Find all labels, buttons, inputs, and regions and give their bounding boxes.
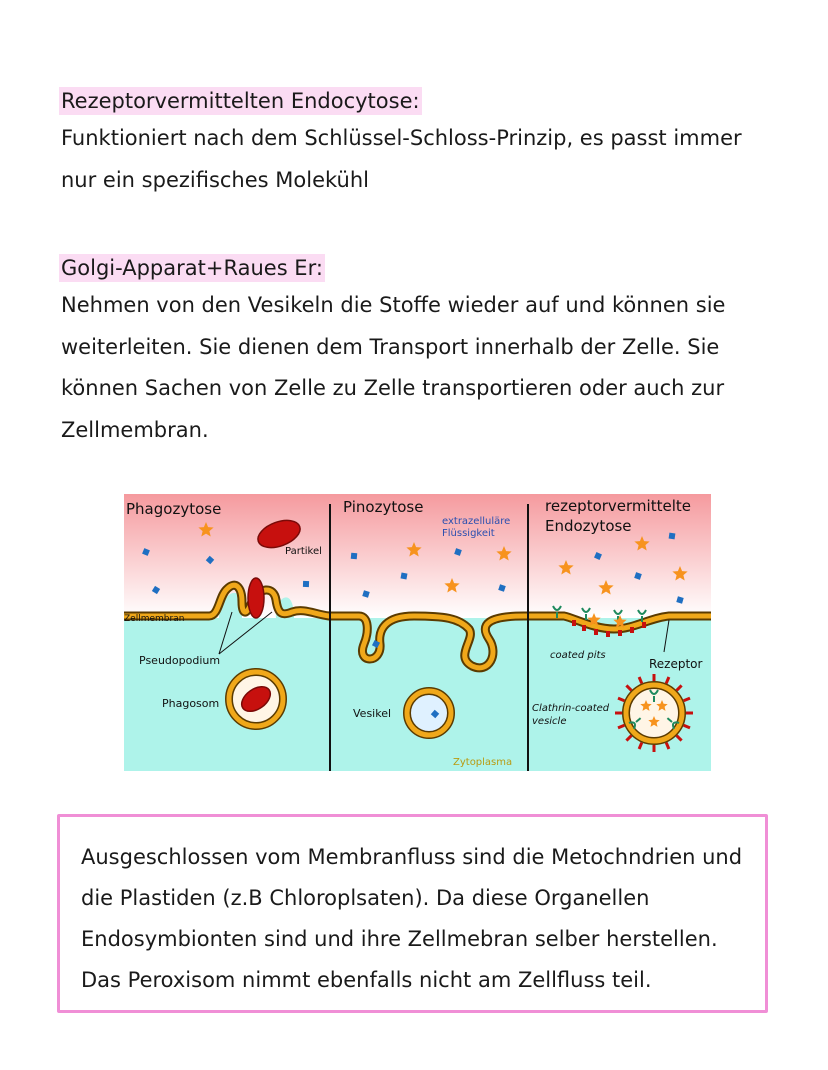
- label-partikel: Partikel: [285, 546, 322, 557]
- label-clathrin: Clathrin-coated: [532, 703, 610, 714]
- label-rezeptor: Rezeptor: [649, 657, 703, 671]
- section-heading: Rezeptorvermittelten Endocytose:: [61, 89, 420, 113]
- label-pseudopodium: Pseudopodium: [139, 654, 221, 667]
- label-extrazellulaere: extrazelluläre: [442, 516, 511, 527]
- square-molecule-icon: [351, 553, 358, 560]
- panel-title-pinozytose: Pinozytose: [343, 498, 424, 516]
- section-body: Funktioniert nach dem Schlüssel-Schloss-Prinzip, es passt immer nur ein spezifisches Molekühl: [61, 126, 742, 192]
- label-clathrin: vesicle: [532, 716, 567, 727]
- clathrin-coat-icon: [642, 622, 646, 628]
- endocytosis-diagram: [124, 494, 711, 771]
- clathrin-coat-icon: [594, 629, 598, 635]
- section-rezeptor: [61, 87, 781, 201]
- label-zellmembran: Zellmembran: [124, 614, 185, 624]
- square-molecule-icon: [401, 573, 408, 580]
- clathrin-coat-icon: [618, 630, 622, 636]
- clathrin-coat-icon: [606, 631, 610, 637]
- particle-engulfed: [248, 578, 264, 618]
- clathrin-coat-icon: [582, 625, 586, 631]
- note-box: [57, 814, 768, 1013]
- square-molecule-icon: [303, 581, 309, 587]
- panel-title-rezeptor: Endozytose: [545, 517, 632, 535]
- square-molecule-icon: [669, 533, 676, 540]
- label-vesikel: Vesikel: [353, 707, 392, 720]
- panel-title-rezeptor: rezeptorvermittelte: [545, 497, 691, 515]
- label-coated-pits: coated pits: [550, 650, 606, 661]
- panel-title-phagozytose: Phagozytose: [126, 500, 222, 518]
- note-text: Ausgeschlossen vom Membranfluss sind die Metochndrien und die Plastiden (z.B Chloroplsaten). Da diese Organellen Endosymbionten sind und ihre Zellmebran selber herstellen. Das Peroxisom nimmt ebenfalls nicht am Zellfluss teil.: [81, 845, 743, 992]
- label-zytoplasma: Zytoplasma: [453, 757, 513, 768]
- clathrin-coat-icon: [630, 627, 634, 633]
- label-extrazellulaere: Flüssigkeit: [442, 528, 495, 539]
- clathrin-coat-icon: [572, 620, 576, 626]
- section-golgi: [61, 254, 781, 451]
- section-body: Nehmen von den Vesikeln die Stoffe wieder auf und können sie weiterleiten. Sie dienen dem Transport innerhalb der Zelle. Sie können Sachen von Zelle zu Zelle transportieren oder auch zur Zellmembran.: [61, 293, 726, 442]
- label-phagosom: Phagosom: [162, 697, 220, 710]
- section-heading: Golgi-Apparat+Raues Er:: [61, 256, 323, 280]
